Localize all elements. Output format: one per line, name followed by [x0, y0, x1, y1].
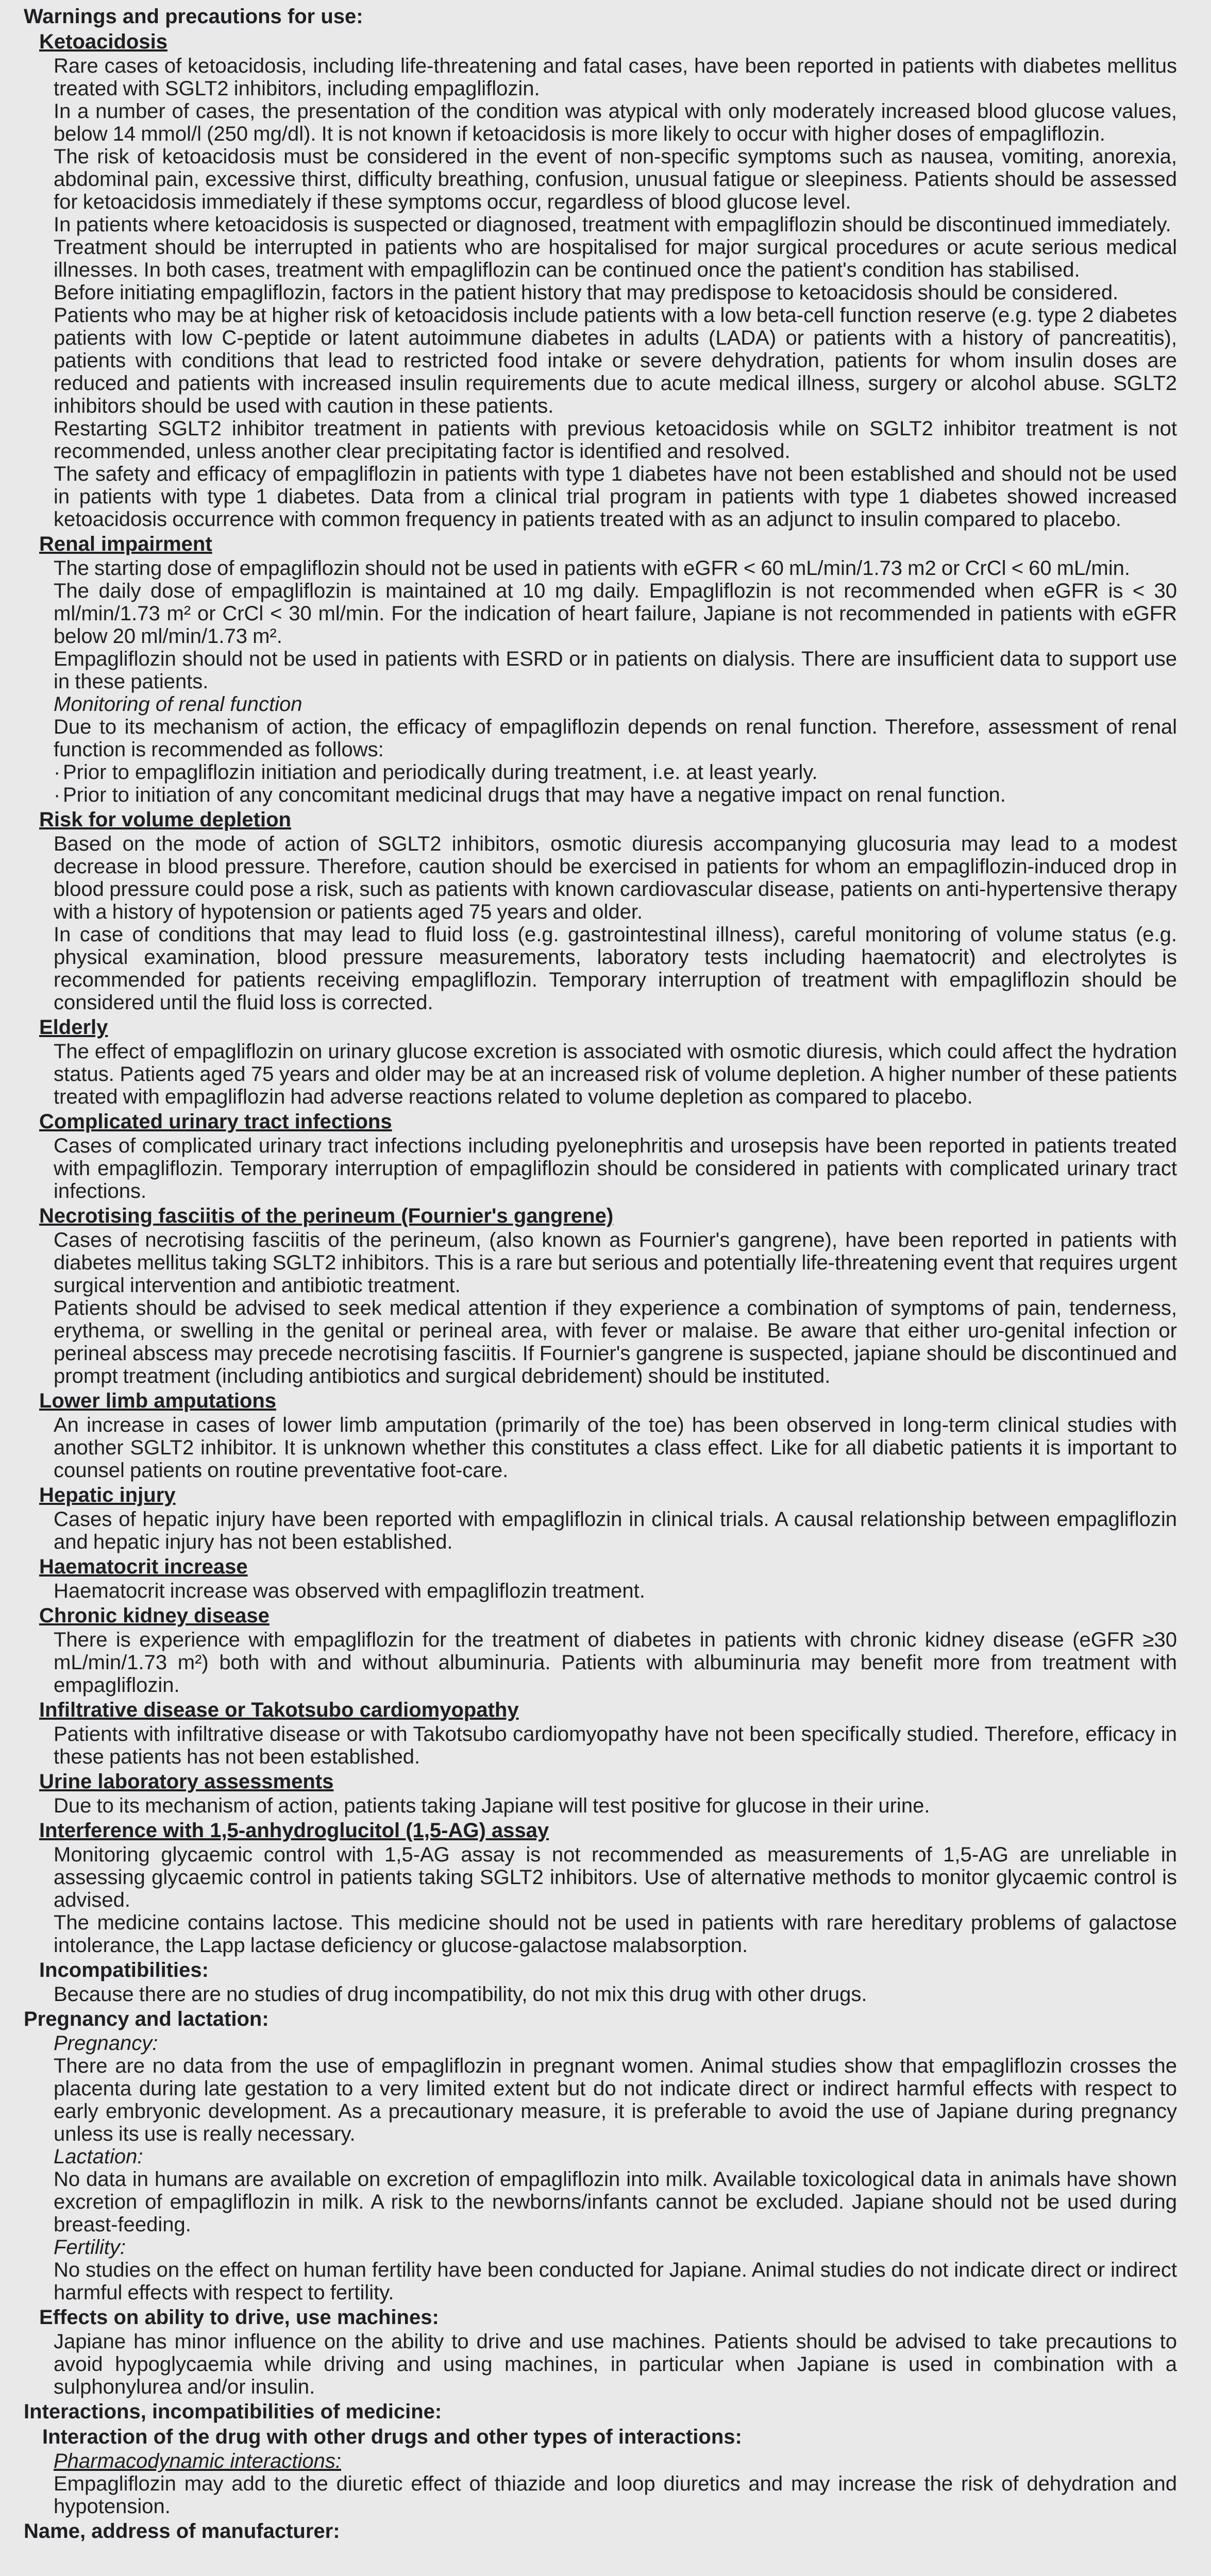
- paragraph: Due to its mechanism of action, the efficacy of empagliflozin depends on renal function. Therefore, assessment of renal function is recommended as follows:: [54, 716, 1177, 761]
- paragraph: An increase in cases of lower limb amputation (primarily of the toe) has been observed in long-term clinical studies with another SGLT2 inhibitor. It is unknown whether this constitutes a class effect. Like for all diabetic patients it is important to counsel patients on routine preventative foot-care.: [54, 1414, 1177, 1482]
- paragraph: The risk of ketoacidosis must be considered in the event of non-specific symptoms such as nausea, vomiting, anorexia, abdominal pain, excessive thirst, difficulty breathing, confusion, unusual fatigue or sleepiness. Patients should be assessed for ketoacidosis immediately if these symptoms occur, regardless of blood glucose level.: [54, 145, 1177, 213]
- paragraph: No data in humans are available on excretion of empagliflozin into milk. Available toxicological data in animals have shown excretion of empagliflozin in milk. A risk to the newborns/infants cannot be excluded. Japiane should not be used during breast-feeding.: [54, 2168, 1177, 2236]
- heading-lower-limb-amputations: Lower limb amputations: [39, 1389, 277, 1412]
- heading-complicated-urinary-tract-infections: Complicated urinary tract infections: [39, 1110, 392, 1133]
- paragraph: Monitoring glycaemic control with 1,5-AG assay is not recommended as measurements of 1,5-AG are unreliable in assessing glycaemic control in patients taking SGLT2 inhibitors. Use of alternative methods to monitor glycaemic control is advised.: [54, 1843, 1177, 1911]
- heading-incompatibilities: Incompatibilities:: [39, 1959, 209, 1981]
- subheading-pregnancy: Pregnancy:: [54, 2032, 158, 2055]
- paragraph: Haematocrit increase was observed with empagliflozin treatment.: [54, 1580, 645, 1602]
- bullet-text: Prior to initiation of any concomitant medicinal drugs that may have a negative impact on renal function.: [63, 784, 1006, 806]
- heading-haematocrit-increase: Haematocrit increase: [39, 1555, 248, 1578]
- paragraph: Cases of necrotising fasciitis of the perineum, (also known as Fournier's gangrene), have been reported in patients with diabetes mellitus taking SGLT2 inhibitors. This is a rare but serious and potentially life-threatening event that requires urgent surgical intervention and antibiotic treatment.: [54, 1229, 1177, 1297]
- paragraph: In case of conditions that may lead to fluid loss (e.g. gastrointestinal illness), careful monitoring of volume status (e.g. physical examination, blood pressure measurements, laboratory tests including haematocrit) and electrolytes is recommended for patients receiving empagliflozin. Temporary interruption of treatment with empagliflozin should be considered until the fluid loss is corrected.: [54, 923, 1177, 1014]
- heading-chronic-kidney-disease: Chronic kidney disease: [39, 1604, 270, 1627]
- paragraph: No studies on the effect on human fertility have been conducted for Japiane. Animal studies do not indicate direct or indirect harmful effects with respect to fertility.: [54, 2259, 1177, 2304]
- paragraph: Empagliflozin may add to the diuretic effect of thiazide and loop diuretics and may increase the risk of dehydration and hypotension.: [54, 2472, 1177, 2518]
- bullet-item: [54, 761, 1177, 784]
- heading-interference-with-1-5-anhydroglucitol-1-: Interference with 1,5-anhydroglucitol (1,5-AG) assay: [39, 1819, 549, 1842]
- paragraph: Patients who may be at higher risk of ketoacidosis include patients with a low beta-cell function reserve (e.g. type 2 diabetes patients with low C-peptide or latent autoimmune diabetes in adults (LADA) or patients with a history of pancreatitis), patients with conditions that lead to restricted food intake or severe dehydration, patients for whom insulin doses are reduced and patients with increased insulin requirements due to acute medical illness, surgery or alcohol abuse. SGLT2 inhibitors should be used with caution in these patients.: [54, 304, 1177, 417]
- bullet-text: Prior to empagliflozin initiation and periodically during treatment, i.e. at least yearly.: [63, 761, 818, 784]
- heading-name-address-of-manufacturer: Name, address of manufacturer:: [24, 2520, 340, 2543]
- paragraph: In a number of cases, the presentation of the condition was atypical with only moderately increased blood glucose values, below 14 mmol/l (250 mg/dl). It is not known if ketoacidosis is more likely to occur with higher doses of empagliflozin.: [54, 100, 1177, 145]
- paragraph: Restarting SGLT2 inhibitor treatment in patients with previous ketoacidosis while on SGLT2 inhibitor treatment is not recommended, unless another clear precipitating factor is identified and resolved.: [54, 417, 1177, 463]
- subheading-monitoring-of-renal-function: Monitoring of renal function: [54, 693, 302, 716]
- subheading-pharmacodynamic-interactions: Pharmacodynamic interactions:: [54, 2450, 342, 2472]
- bullet-item: [54, 784, 1177, 806]
- heading-interaction-of-the-drug-with-other-drugs: Interaction of the drug with other drugs and other types of interactions:: [42, 2426, 742, 2448]
- bullet-dot-icon: ·: [54, 761, 61, 784]
- heading-urine-laboratory-assessments: Urine laboratory assessments: [39, 1770, 334, 1793]
- heading-necrotising-fasciitis-of-the-perineum-fo: Necrotising fasciitis of the perineum (Fournier's gangrene): [39, 1205, 614, 1227]
- paragraph: The effect of empagliflozin on urinary glucose excretion is associated with osmotic diuresis, which could affect the hydration status. Patients aged 75 years and older may be at an increased risk of volume depletion. A higher number of these patients treated with empagliflozin had adverse reactions related to volume depletion as compared to placebo.: [54, 1040, 1177, 1108]
- heading-risk-for-volume-depletion: Risk for volume depletion: [39, 808, 291, 831]
- paragraph: Cases of complicated urinary tract infections including pyelonephritis and urosepsis have been reported in patients treated with empagliflozin. Temporary interruption of empagliflozin should be considered in patients with complicated urinary tract infections.: [54, 1134, 1177, 1202]
- subheading-fertility: Fertility:: [54, 2236, 126, 2259]
- heading-ketoacidosis: Ketoacidosis: [39, 30, 167, 53]
- heading-infiltrative-disease-or-takotsubo-cardio: Infiltrative disease or Takotsubo cardiomyopathy: [39, 1699, 519, 1721]
- heading-warnings-and-precautions-for-use: Warnings and precautions for use:: [24, 5, 363, 28]
- heading-effects-on-ability-to-drive-use-machines: Effects on ability to drive, use machines:: [39, 2306, 439, 2329]
- subheading-lactation: Lactation:: [54, 2145, 143, 2168]
- paragraph: Due to its mechanism of action, patients taking Japiane will test positive for glucose in their urine.: [54, 1794, 930, 1817]
- paragraph: The daily dose of empagliflozin is maintained at 10 mg daily. Empagliflozin is not recommended when eGFR is < 30 ml/min/1.73 m² or CrCl < 30 ml/min. For the indication of heart failure, Japiane is not recommended in patients with eGFR below 20 ml/min/1.73 m².: [54, 580, 1177, 648]
- paragraph: Rare cases of ketoacidosis, including life-threatening and fatal cases, have been reported in patients with diabetes mellitus treated with SGLT2 inhibitors, including empagliflozin.: [54, 55, 1177, 100]
- paragraph: Japiane has minor influence on the ability to drive and use machines. Patients should be advised to take precautions to avoid hypoglycaemia while driving and using machines, in particular when Japiane is used in combination with a sulphonylurea and/or insulin.: [54, 2330, 1177, 2398]
- heading-interactions-incompatibilities-of-medici: Interactions, incompatibilities of medicine:: [24, 2400, 442, 2423]
- heading-elderly: Elderly: [39, 1016, 108, 1039]
- paragraph: Treatment should be interrupted in patients who are hospitalised for major surgical procedures or acute serious medical illnesses. In both cases, treatment with empagliflozin can be continued once the patient's condition has stabilised.: [54, 236, 1177, 281]
- paragraph: In patients where ketoacidosis is suspected or diagnosed, treatment with empagliflozin should be discontinued immediately.: [54, 213, 1171, 236]
- paragraph: Before initiating empagliflozin, factors in the patient history that may predispose to ketoacidosis should be considered.: [54, 281, 1119, 304]
- paragraph: Empagliflozin should not be used in patients with ESRD or in patients on dialysis. There are insufficient data to support use in these patients.: [54, 648, 1177, 693]
- paragraph: The starting dose of empagliflozin should not be used in patients with eGFR < 60 mL/min/1.73 m2 or CrCl < 60 mL/min.: [54, 557, 1130, 580]
- paragraph: Cases of hepatic injury have been reported with empagliflozin in clinical trials. A causal relationship between empagliflozin and hepatic injury has not been established.: [54, 1508, 1177, 1553]
- heading-pregnancy-and-lactation: Pregnancy and lactation:: [24, 2008, 269, 2030]
- paragraph: Patients should be advised to seek medical attention if they experience a combination of symptoms of pain, tenderness, erythema, or swelling in the genital or perineal area, with fever or malaise. Be aware that either uro-genital infection or perineal abscess may precede necrotising fasciitis. If Fournier's gangrene is suspected, japiane should be discontinued and prompt treatment (including antibiotics and surgical debridement) should be instituted.: [54, 1297, 1177, 1387]
- bullet-dot-icon: ·: [54, 784, 61, 806]
- paragraph: The safety and efficacy of empagliflozin in patients with type 1 diabetes have not been established and should not be used in patients with type 1 diabetes. Data from a clinical trial program in patients with type 1 diabetes showed increased ketoacidosis occurrence with common frequency in patients treated with as an adjunct to insulin compared to placebo.: [54, 463, 1177, 531]
- paragraph: There is experience with empagliflozin for the treatment of diabetes in patients with chronic kidney disease (eGFR ≥30 mL/min/1.73 m²) both with and without albuminuria. Patients with albuminuria may benefit more from treatment with empagliflozin.: [54, 1629, 1177, 1697]
- paragraph: Because there are no studies of drug incompatibility, do not mix this drug with other drugs.: [54, 1983, 867, 2006]
- paragraph: Patients with infiltrative disease or with Takotsubo cardiomyopathy have not been specifically studied. Therefore, efficacy in these patients has not been established.: [54, 1723, 1177, 1768]
- paragraph: There are no data from the use of empagliflozin in pregnant women. Animal studies show that empagliflozin crosses the placenta during late gestation to a very limited extent but do not indicate direct or indirect harmful effects with respect to early embryonic development. As a precautionary measure, it is preferable to avoid the use of Japiane during pregnancy unless its use is really necessary.: [54, 2055, 1177, 2145]
- paragraph: Based on the mode of action of SGLT2 inhibitors, osmotic diuresis accompanying glucosuria may lead to a modest decrease in blood pressure. Therefore, caution should be exercised in patients for whom an empagliflozin-induced drop in blood pressure could pose a risk, such as patients with known cardiovascular disease, patients on anti-hypertensive therapy with a history of hypotension or patients aged 75 years and older.: [54, 833, 1177, 923]
- heading-renal-impairment: Renal impairment: [39, 533, 212, 555]
- heading-hepatic-injury: Hepatic injury: [39, 1484, 176, 1506]
- paragraph: The medicine contains lactose. This medicine should not be used in patients with rare hereditary problems of galactose intolerance, the Lapp lactase deficiency or glucose-galactose malabsorption.: [54, 1911, 1177, 1957]
